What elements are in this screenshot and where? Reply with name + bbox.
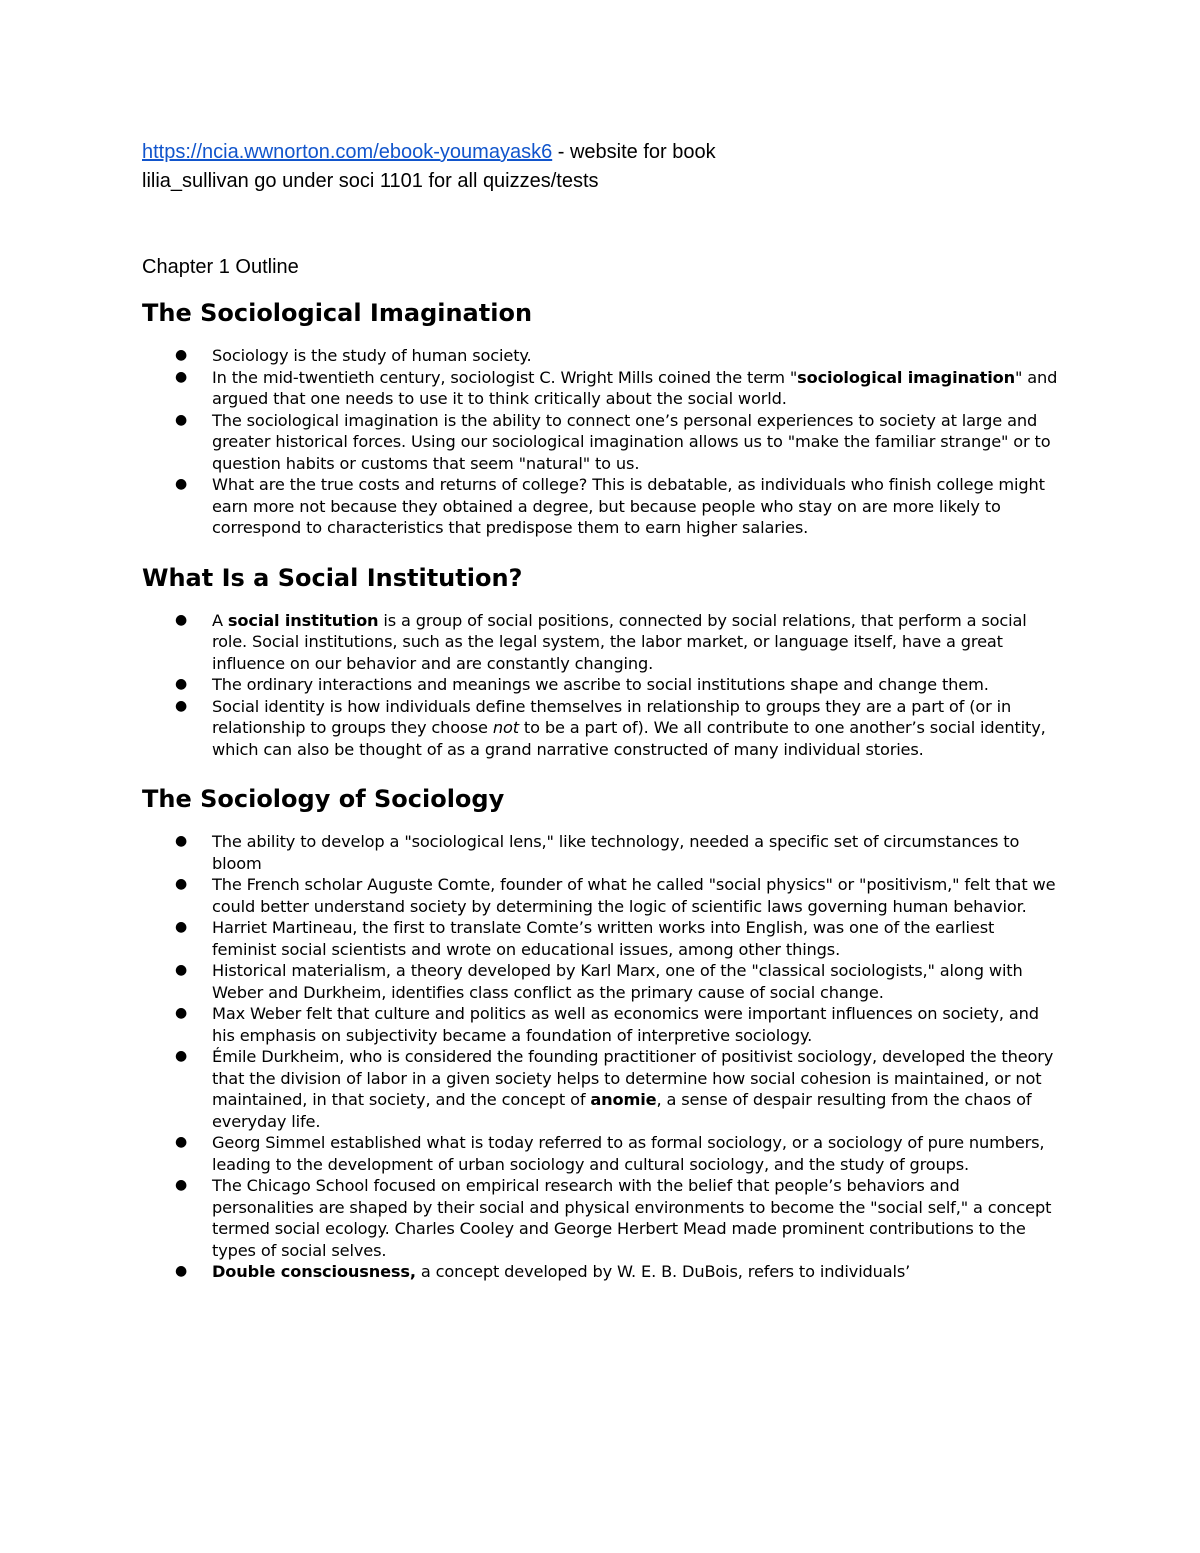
url-suffix: - website for book — [552, 141, 716, 163]
bullet-icon: ● — [175, 476, 188, 492]
bullet-icon: ● — [175, 347, 188, 363]
term-double-consciousness: Double consciousness, — [212, 1262, 416, 1281]
list-item: ● Historical materialism, a theory developed by Karl Marx, one of the "classical sociologists," along with Weber and Durkheim, identifies class conflict as the primary cause of social change. — [175, 961, 1023, 1002]
bullet-icon: ● — [175, 676, 188, 692]
term-sociological-imagination: sociological imagination — [797, 367, 1015, 387]
list-item: ● What are the true costs and returns of college? This is debatable, as individuals who finish college might earn more not because they obtained a degree, but because people who stay on are more likely to correspond to characteristics that predispose them to earn higher salaries. — [175, 475, 1045, 537]
bullet-list-social-institution — [142, 610, 1062, 761]
bullet-list-sociological-imagination — [142, 345, 1062, 539]
chapter-label: Chapter 1 Outline — [142, 256, 299, 278]
bullet-icon: ● — [175, 1263, 188, 1279]
document-page — [142, 138, 1062, 1283]
list-item: ● Max Weber felt that culture and politics as well as economics were important influences on society, and his emphasis on subjectivity became a foundation of interpretive sociology. — [175, 1004, 1039, 1045]
list-item: ● A social institution is a group of social positions, connected by social relations, that perform a social role. Social institutions, such as the legal system, the labor market, or language itself, have a great influence on our behavior and are constantly changing. — [175, 610, 1027, 673]
list-item: ● The French scholar Auguste Comte, founder of what he called "social physics" or "positivism," felt that we could better understand society by determining the logic of scientific laws governing human behavior. — [175, 875, 1056, 916]
bullet-icon: ● — [175, 919, 188, 935]
term-anomie: anomie — [590, 1090, 657, 1109]
section-title-sociology-of-sociology: The Sociology of Sociology — [142, 785, 505, 813]
list-item: ● In the mid-twentieth century, sociologist C. Wright Mills coined the term "sociological imagination" and argued that one needs to use it to think critically about the social world. — [175, 367, 1058, 408]
header-url-line — [142, 138, 1062, 167]
list-item: ● Émile Durkheim, who is considered the founding practitioner of positivist sociology, developed the theory that the division of labor in a given society helps to determine how social cohesion is maintained, or not maintained, in that society, and the concept of anomie, a sense of despair resulting from the chaos of everyday life. — [175, 1047, 1054, 1131]
list-item: ● The ordinary interactions and meanings we ascribe to social institutions shape and change them. — [175, 675, 989, 694]
section-title-sociological-imagination: The Sociological Imagination — [142, 299, 533, 327]
bullet-list-sociology-of-sociology — [142, 831, 1062, 1283]
bullet-icon: ● — [175, 1005, 188, 1021]
list-item: ● Sociology is the study of human society. — [175, 346, 532, 365]
list-item: ● The sociological imagination is the ability to connect one’s personal experiences to society at large and greater historical forces. Using our sociological imagination allows us to "make the familiar strange" or to question habits or customs that seem "natural" to us. — [175, 410, 1051, 473]
list-item: ● Social identity is how individuals define themselves in relationship to groups they are a part of (or in relationship to groups they choose not to be a part of). We all contribute to one another’s social identity, which can also be thought of as a grand narrative constructed of many individual stories. — [175, 696, 1046, 759]
list-item: ● Harriet Martineau, the first to translate Comte’s written works into English, was one of the earliest feminist social scientists and wrote on educational issues, among other things. — [175, 918, 995, 959]
bullet-icon: ● — [175, 368, 188, 385]
bullet-icon: ● — [175, 411, 188, 428]
bullet-icon: ● — [175, 1177, 188, 1193]
list-item: ● The Chicago School focused on empirical research with the belief that people’s behaviors and personalities are shaped by their social and physical environments to become the "social self," a concept termed social ecology. Charles Cooley and George Herbert Mead made prominent contributions to the types of social selves. — [175, 1176, 1052, 1260]
quiz-note-line: lilia_sullivan go under soci 1101 for all quizzes/tests — [142, 170, 599, 192]
list-item: ● The ability to develop a "sociological lens," like technology, needed a specific set of circumstances to bloom — [175, 832, 1020, 873]
bullet-icon: ● — [175, 697, 188, 714]
list-item: ● Georg Simmel established what is today referred to as formal sociology, or a sociology of pure numbers, leading to the development of urban sociology and cultural sociology, and the study of groups. — [175, 1133, 1045, 1174]
section-title-social-institution: What Is a Social Institution? — [142, 563, 523, 592]
emphasis-not: not — [492, 718, 519, 737]
bullet-icon: ● — [175, 1048, 188, 1064]
bullet-icon: ● — [175, 1134, 188, 1150]
bullet-icon: ● — [175, 876, 188, 892]
term-social-institution: social institution — [227, 610, 379, 630]
book-website-link[interactable]: https://ncia.wwnorton.com/ebook-youmayask6 — [142, 141, 553, 163]
bullet-icon: ● — [175, 962, 188, 978]
bullet-icon: ● — [175, 833, 188, 849]
list-item: ● Double consciousness, a concept developed by W. E. B. DuBois, refers to individuals’ — [175, 1262, 911, 1281]
bullet-icon: ● — [175, 611, 188, 628]
